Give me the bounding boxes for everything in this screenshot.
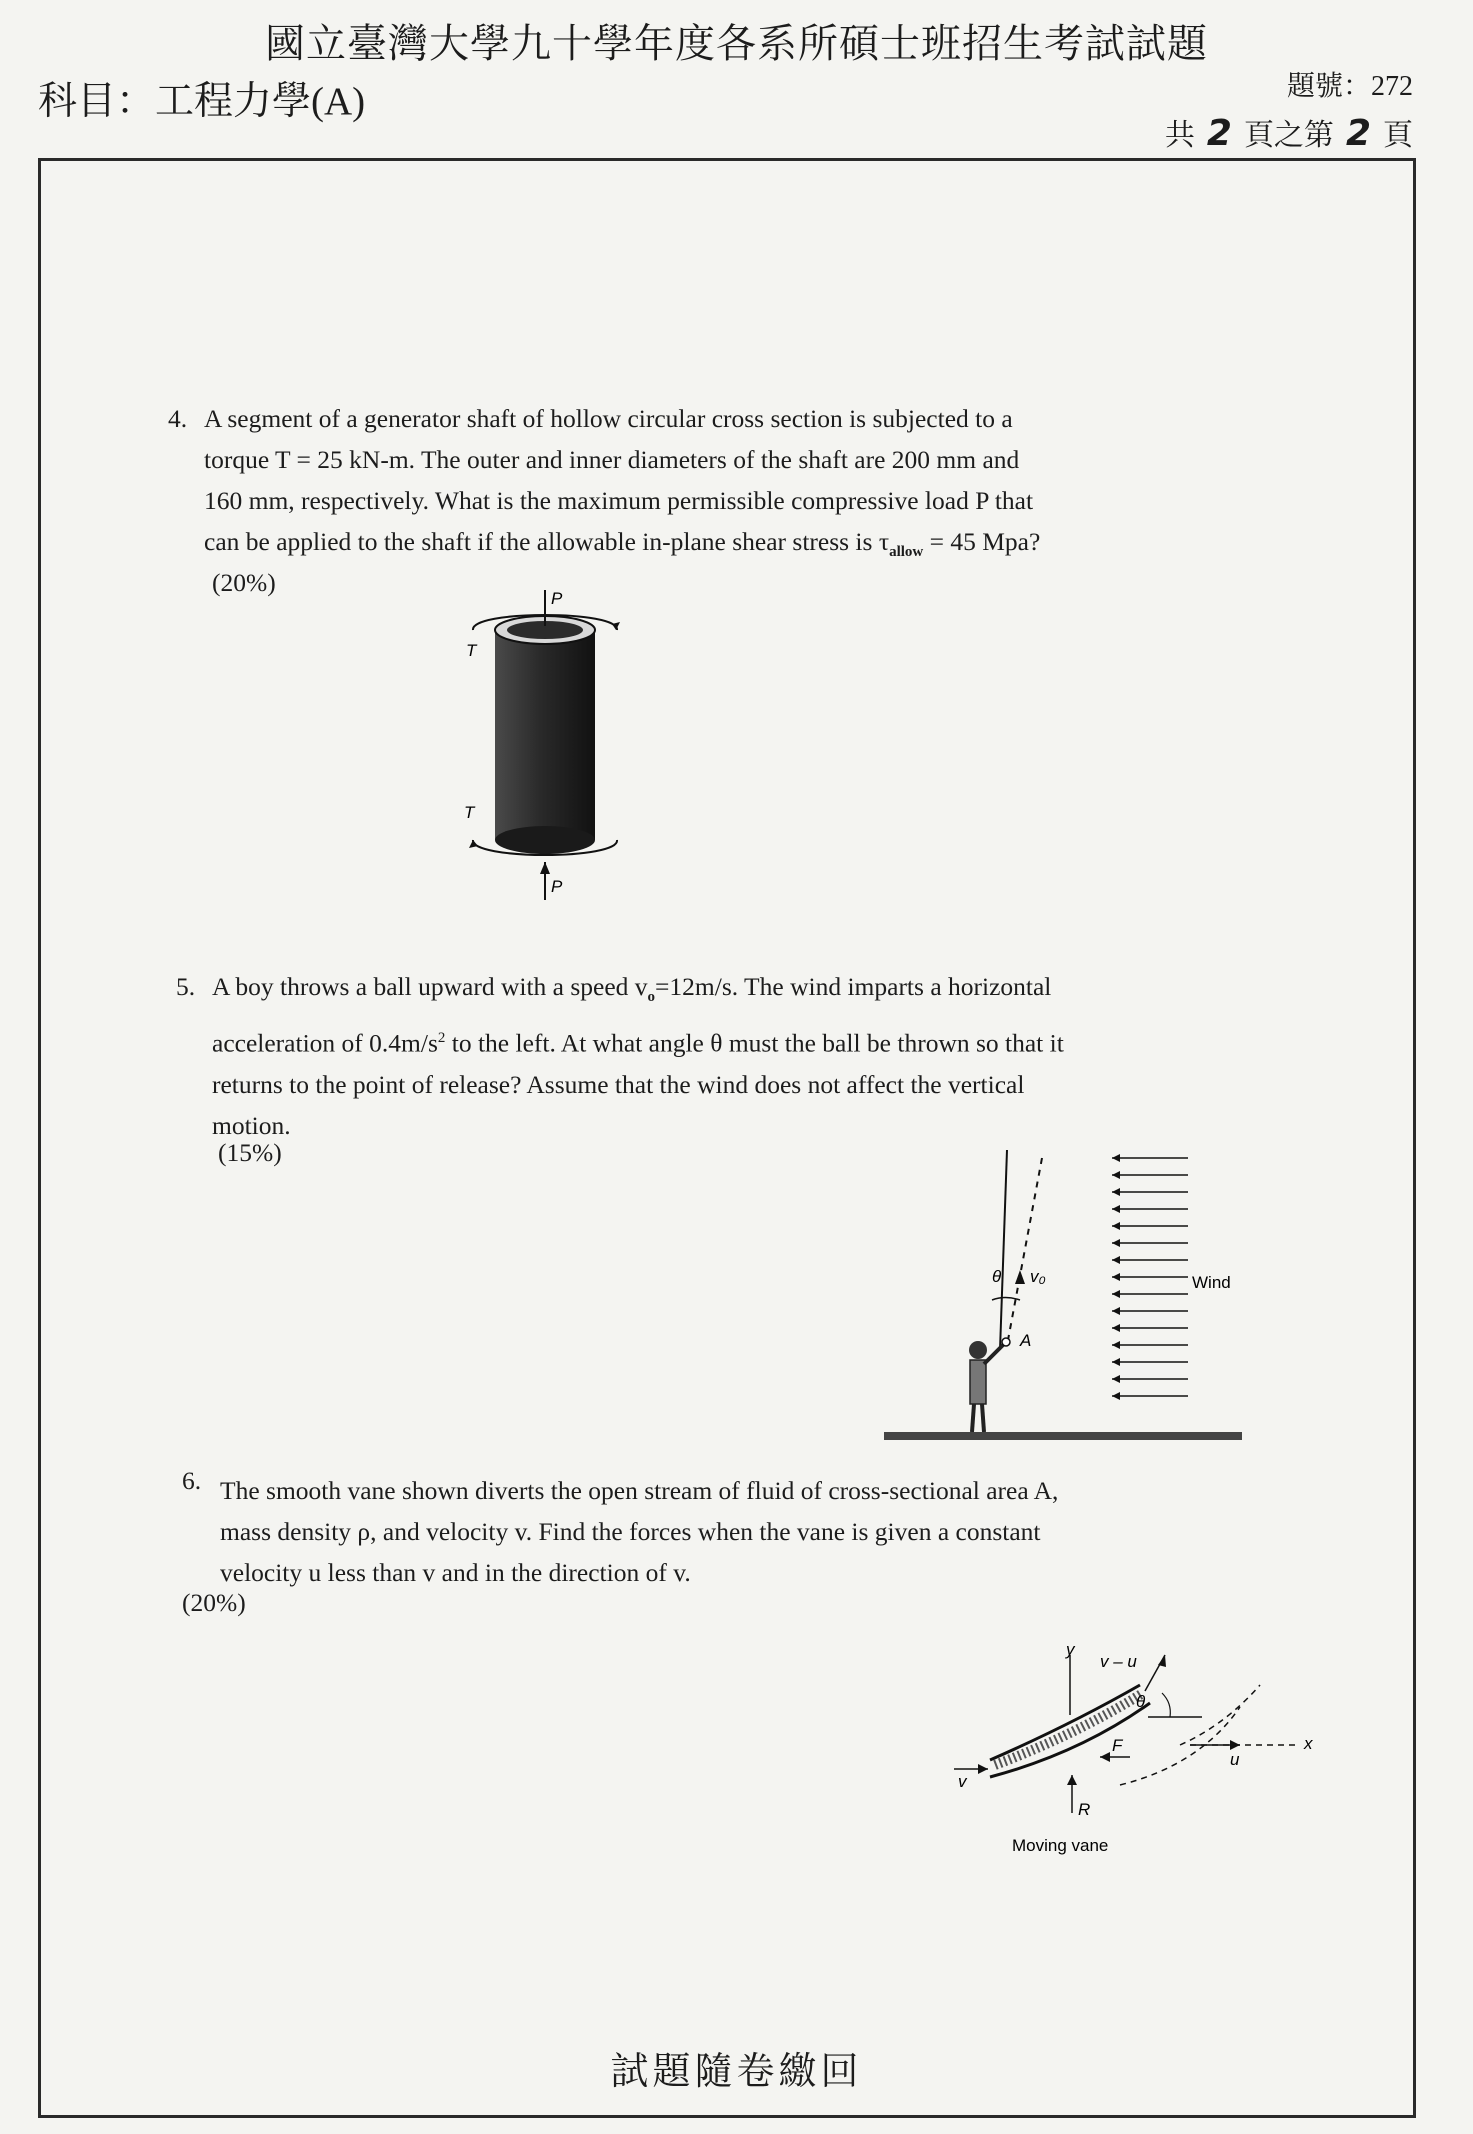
- q5-line-1-text: A boy throws a ball upward with a speed v: [212, 972, 648, 1001]
- q5-number: 5.: [176, 972, 196, 1001]
- wind-arrow-head: [1112, 1375, 1120, 1383]
- question-number: 題號：272: [1286, 71, 1413, 102]
- q4-line-1: A segment of a generator shaft of hollow circular cross section is subjected to a: [204, 404, 1013, 433]
- wind-arrow-head: [1112, 1358, 1120, 1366]
- exam-title: 國立臺灣大學九十學年度各系所碩士班招生考試試題: [265, 21, 1208, 66]
- wind-arrows: [1112, 1154, 1188, 1400]
- q4-score: (20%): [212, 568, 276, 597]
- y-label: y: [1066, 1645, 1075, 1659]
- q4-line-4-text: can be applied to the shaft if the allowable in-plane shear stress is τ: [204, 527, 890, 556]
- wind-arrow-head: [1112, 1239, 1120, 1247]
- q5-line-1: [212, 966, 1112, 1018]
- s2-superscript: 2: [437, 1030, 446, 1047]
- tau-subscript: allow: [889, 544, 924, 561]
- subject-label: 科目：工程力學(A): [38, 80, 366, 123]
- x-label: x: [1304, 1734, 1313, 1753]
- wind-arrow-head: [1112, 1188, 1120, 1196]
- theta-label: θ: [992, 1267, 1002, 1286]
- theta-arc: [1162, 1693, 1170, 1717]
- wind-arrow-head: [1112, 1205, 1120, 1213]
- vane-figure: [940, 1645, 1320, 1865]
- wind-arrow-head: [1112, 1307, 1120, 1315]
- wind-arrow-head: [1112, 1273, 1120, 1281]
- dashed-vane-upper: [1180, 1685, 1260, 1745]
- q5-score: (15%): [218, 1138, 282, 1167]
- v-minus-u-label: v – u: [1100, 1652, 1137, 1671]
- p-top-label: P: [551, 590, 563, 608]
- p-bottom-label: P: [551, 877, 563, 896]
- v0-subscript: o: [647, 989, 656, 1006]
- q5-line-2-text: acceleration of 0.4m/s: [212, 1028, 438, 1058]
- r-label: R: [1078, 1800, 1091, 1819]
- boy-leg-right: [982, 1404, 984, 1432]
- shaft-body: [495, 630, 595, 840]
- pages-suffix: 頁: [1383, 119, 1413, 152]
- pages-mid: 頁之第: [1243, 119, 1334, 152]
- pages-total: 2: [1206, 113, 1232, 154]
- dashed-vane-lower: [1120, 1707, 1240, 1785]
- q6-number: 6.: [182, 1466, 202, 1495]
- u-label: u: [1230, 1750, 1240, 1769]
- footer-note: 試題隨卷繳回: [610, 2049, 863, 2093]
- pages-prefix: 共: [1164, 119, 1195, 152]
- throw-direction: [1008, 1158, 1042, 1340]
- vertical-line: [1000, 1150, 1007, 1350]
- q4-number: 4.: [168, 404, 188, 433]
- wind-arrow-head: [1112, 1324, 1120, 1332]
- q4-line-4: [204, 521, 1104, 573]
- q5-line-1-end: =12m/s. The wind imparts a horizontal: [655, 972, 1052, 1001]
- q4-line-3: 160 mm, respectively. What is the maximum permissible compressive load P that: [204, 486, 1034, 515]
- q6-score: (20%): [182, 1588, 246, 1617]
- vane-v-label: v: [958, 1772, 967, 1791]
- q4-line-4-end: = 45 Mpa?: [923, 527, 1041, 556]
- v0-label: v₀: [1030, 1267, 1046, 1286]
- wind-arrow-head: [1112, 1171, 1120, 1179]
- q6-line-2: mass density ρ, and velocity v. Find the forces when the vane is given a constant: [220, 1517, 1041, 1546]
- vane-theta-label: θ: [1136, 1692, 1146, 1711]
- wind-arrow-head: [1112, 1290, 1120, 1298]
- wind-arrow-head: [1112, 1341, 1120, 1349]
- q5-line-3: returns to the point of release? Assume that the wind does not affect the vertical: [212, 1069, 1025, 1099]
- wind-label: Wind: [1192, 1273, 1231, 1292]
- q5-line-2: [212, 1018, 1112, 1064]
- boy-leg-left: [972, 1404, 974, 1432]
- q6-line-3: velocity u less than v and in the direction of v.: [220, 1558, 691, 1587]
- boy-head: [969, 1341, 987, 1359]
- ball: [1002, 1338, 1010, 1346]
- f-label: F: [1112, 1736, 1123, 1755]
- vane-caption: Moving vane: [1012, 1836, 1109, 1855]
- ground: [884, 1432, 1242, 1440]
- boy-arm: [984, 1344, 1004, 1364]
- point-a-label: A: [1020, 1331, 1032, 1350]
- wind-arrow-head: [1112, 1154, 1120, 1162]
- shaft-bottom-ellipse: [495, 826, 595, 854]
- wind-arrow-head: [1112, 1222, 1120, 1230]
- boy-body: [970, 1360, 986, 1404]
- wind-arrow-head: [1112, 1392, 1120, 1400]
- q5-line-4: motion.: [212, 1110, 291, 1140]
- shaft-figure: [440, 590, 660, 910]
- pages-current: 2: [1345, 113, 1371, 154]
- t-top-label: T: [466, 641, 477, 660]
- q4-line-2: torque T = 25 kN-m. The outer and inner diameters of the shaft are 200 mm and: [204, 445, 1020, 474]
- wind-figure: [880, 1150, 1250, 1450]
- q5-line-2-end: to the left. At what angle θ must the ball be thrown so that it: [445, 1028, 1064, 1058]
- q6-line-1: The smooth vane shown diverts the open stream of fluid of cross-sectional area A,: [220, 1476, 1059, 1505]
- t-bottom-label: T: [464, 803, 475, 822]
- page-indicator: [1165, 110, 1413, 154]
- wind-arrow-head: [1112, 1256, 1120, 1264]
- v0-arrow: [1015, 1270, 1025, 1284]
